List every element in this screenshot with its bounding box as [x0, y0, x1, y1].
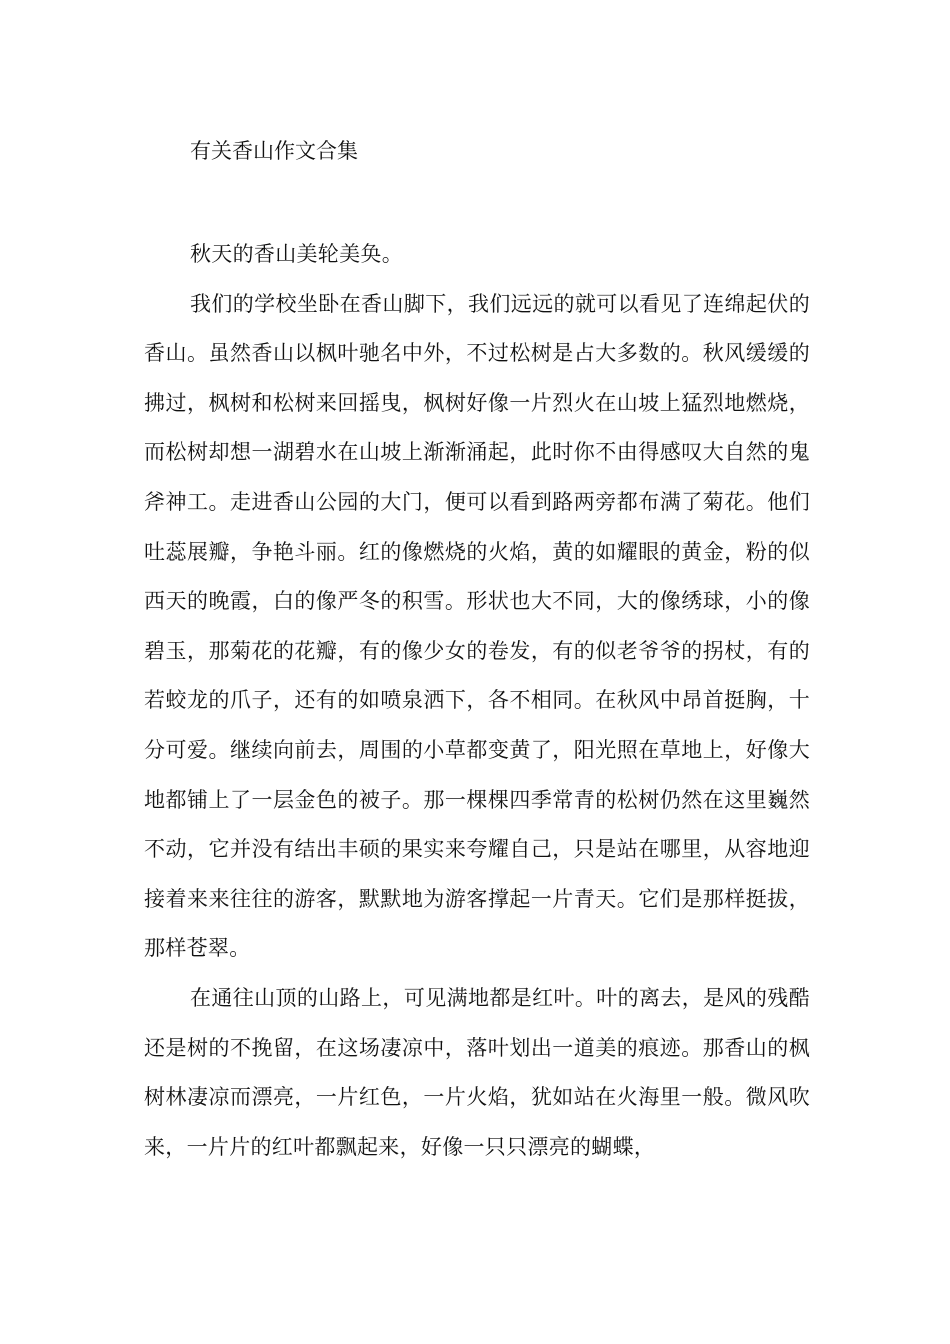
document-title: 有关香山作文合集	[190, 139, 358, 163]
paragraph-red-leaves: 在通往山顶的山路上，可见满地都是红叶。叶的离去，是风的残酷还是树的不挽留，在这场凄凉中，落叶划出一道美的痕迹。那香山的枫树林凄凉而漂亮，一片红色，一片火焰，犹如站在火海里一般。微风吹来，一片片的红叶都飘起来，好像一只只漂亮的蝴蝶，	[144, 985, 810, 1159]
paragraph-school-and-chrysanthemums: 我们的学校坐卧在香山脚下，我们远远的就可以看见了连绵起伏的香山。虽然香山以枫叶驰名中外，不过松树是占大多数的。秋风缓缓的拂过，枫树和松树来回摇曳，枫树好像一片烈火在山坡上猛烈地燃烧，而松树却想一湖碧水在山坡上渐渐涌起，此时你不由得感叹大自然的鬼斧神工。走进香山公园的大门，便可以看到路两旁都布满了菊花。他们吐蕊展瓣，争艳斗丽。红的像燃烧的火焰，黄的如耀眼的黄金，粉的似西天的晚霞，白的像严冬的积雪。形状也大不同，大的像绣球，小的像碧玉，那菊花的花瓣，有的像少女的卷发，有的似老爷爷的拐杖，有的若蛟龙的爪子，还有的如喷泉洒下，各不相同。在秋风中昂首挺胸，十分可爱。继续向前去，周围的小草都变黄了，阳光照在草地上，好像大地都铺上了一层金色的被子。那一棵棵四季常青的松树仍然在这里巍然不动，它并没有结出丰硕的果实来夸耀自己，只是站在哪里，从容地迎接着来来往往的游客，默默地为游客撑起一片青天。它们是那样挺拔，那样苍翠。	[144, 291, 810, 961]
document-body	[144, 230, 810, 1172]
paragraph-intro: 秋天的香山美轮美奂。	[190, 242, 403, 266]
